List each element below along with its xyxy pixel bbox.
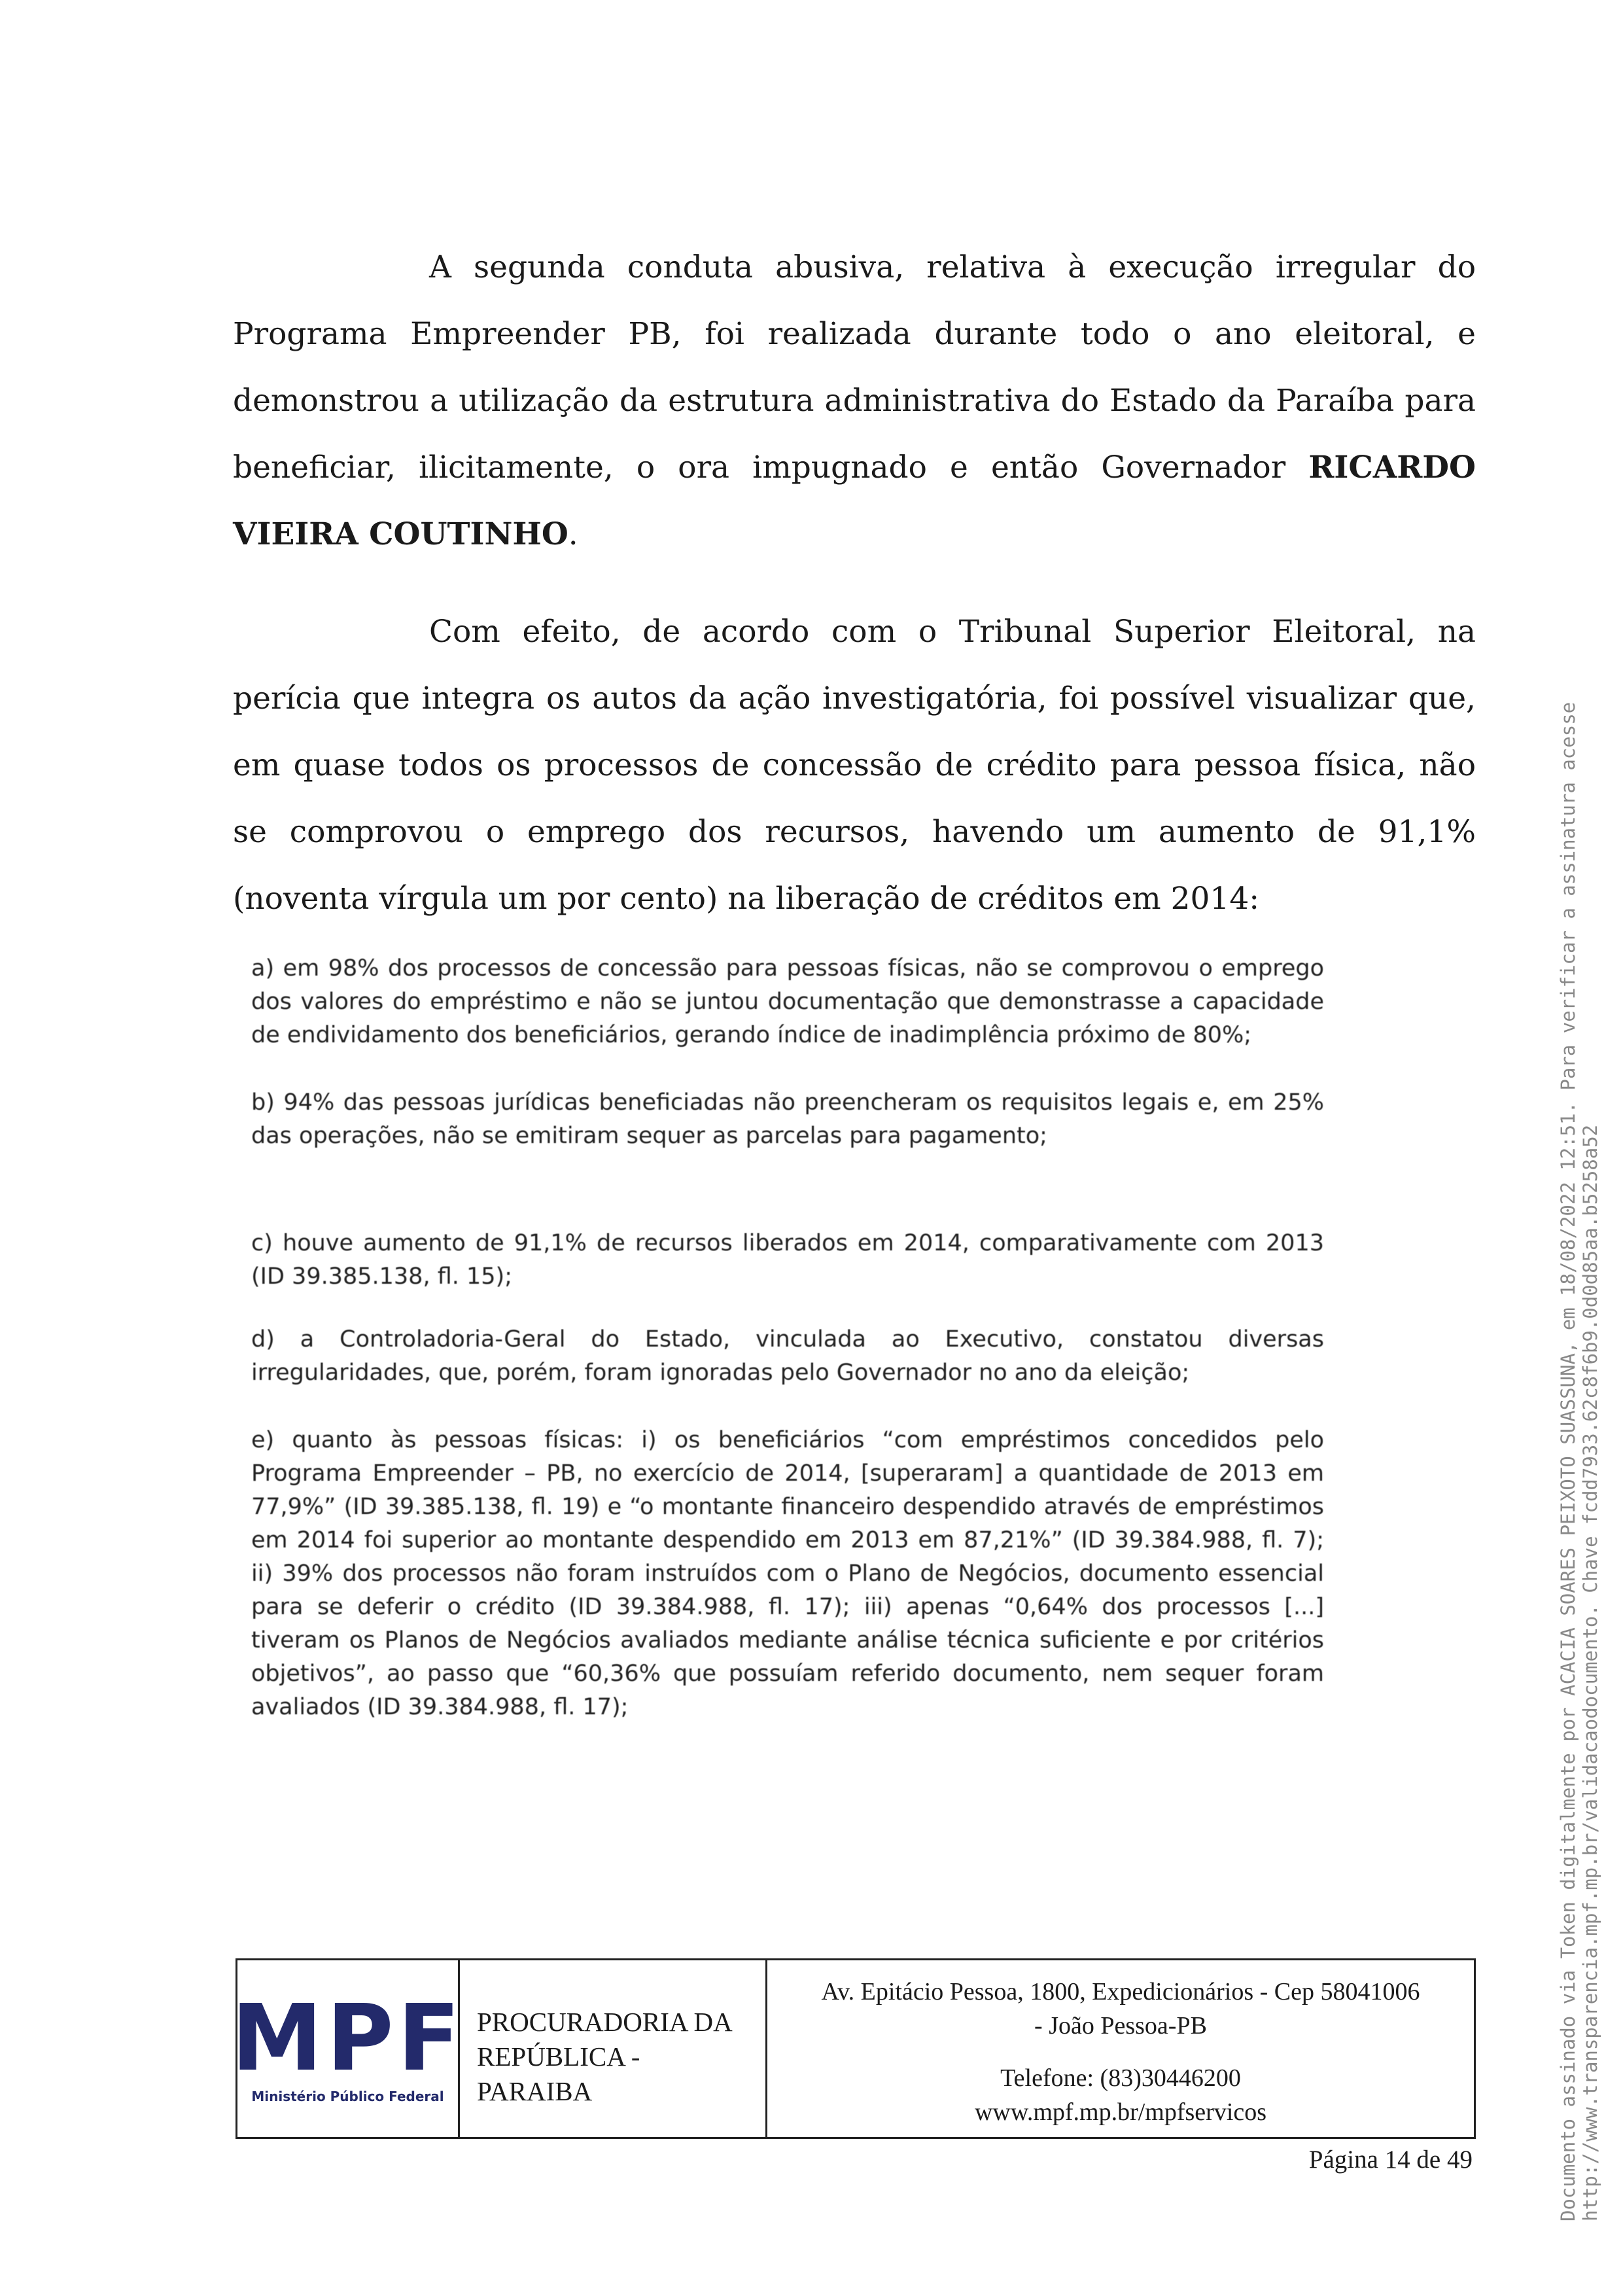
page-number: Página 14 de 49 — [1308, 2146, 1473, 2174]
signature-stamp — [1557, 702, 1601, 2221]
paragraph-1-end: . — [568, 516, 578, 552]
quote-item-c: c) houve aumento de 91,1% de recursos liberados em 2014, comparativamente com 2013 (ID 39.385.138, fl. 15); — [251, 1230, 1324, 1290]
mpf-logo-mark: MPF — [231, 1985, 464, 2092]
signature-stamp-line-1: Documento assinado via Token digitalmente por ACACIA SOARES PEIXOTO SUASSUNA, em 18/08/2022 12:51. Para verificar a assinatura acesse — [1557, 701, 1579, 2221]
quote-item-b: b) 94% das pessoas jurídicas beneficiadas não preencheram os requisitos legais e, em 25% das operações, não se emitiram sequer as parcelas para pagamento; — [251, 1089, 1324, 1149]
signature-stamp-line-2: http://www.transparencia.mpf.mp.br/validacaodocumento. Chave fcdd7933.62c8f6b9.0d0d85aa.b5258a52 — [1579, 1124, 1601, 2221]
paragraph-2-text: Com efeito, de acordo com o Tribunal Superior Eleitoral, na perícia que integra os autos da ação investigatória, foi possível visualizar que, em quase todos os processos de concessão de crédito para pessoa física, não se comprovou o emprego dos recursos, havendo um aumento de 91,1% (noventa vírgula um por cento) na liberação de créditos em 2014: — [233, 614, 1476, 917]
quote-item-a: a) em 98% dos processos de concessão para pessoas físicas, não se comprovou o emprego dos valores do empréstimo e não se juntou documentação que demonstrasse a capacidade de endividamento dos beneficiários, gerando índice de inadimplência próximo de 80%; — [251, 955, 1324, 1048]
org-line-1: PROCURADORIA DA — [477, 2007, 733, 2037]
org-line-3: PARAIBA — [477, 2076, 593, 2106]
org-line-2: REPÚBLICA - — [477, 2041, 640, 2072]
website-link[interactable]: www.mpf.mp.br/mpfservicos — [974, 2098, 1267, 2126]
paragraph-1-text: A segunda conduta abusiva, relativa à execução irregular do Programa Empreender PB, foi realizada durante todo o ano eleitoral, e demonstrou a utilização da estrutura administrativa do Estado da Paraíba para beneficiar, ilicitamente, o ora impugnado e então Governador — [233, 249, 1476, 486]
quote-item-d: d) a Controladoria-Geral do Estado, vinculada ao Executivo, constatou diversas irregularidades, que, porém, foram ignoradas pelo Governador no ano da eleição; — [251, 1326, 1324, 1386]
quote-item-e: e) quanto às pessoas físicas: i) os beneficiários “com empréstimos concedidos pelo Programa Empreender – PB, no exercício de 2014, [superaram] a quantidade de 2013 em 77,9%” (ID 39.385.138, fl. 19) e “o montante financeiro despendido através de empréstimos em 2014 foi superior ao montante despendido em 2013 em 87,21%” (ID 39.384.988, fl. 7); ii) 39% dos processos não foram instruídos com o Plano de Negócios, documento essencial para se deferir o crédito (ID 39.384.988, fl. 17); iii) apenas “0,64% dos processos [...] tiveram os Planos de Negócios avaliados mediante análise técnica suficiente e por critérios objetivos”, ao passo que “60,36% que possuíam referido documento, nem sequer foram avaliados (ID 39.384.988, fl. 17); — [251, 1427, 1324, 1720]
mpf-logo-subtitle: Ministério Público Federal — [251, 2089, 444, 2104]
paragraph-1 — [233, 234, 1476, 568]
footer-letterhead — [231, 1958, 1476, 2139]
paragraph-1-bold-name: RICARDO VIEIRA COUTINHO — [233, 450, 1476, 552]
mpf-logo — [231, 1960, 464, 2137]
address-line-2: - João Pessoa-PB — [1034, 2012, 1207, 2040]
address-line-1: Av. Epitácio Pessoa, 1800, Expedicionários - Cep 58041006 — [821, 1978, 1420, 2005]
organization-name — [460, 1960, 767, 2137]
contact-info — [767, 1960, 1474, 2137]
phone-number: Telefone: (83)30446200 — [1000, 2064, 1241, 2092]
paragraph-2 — [233, 599, 1476, 932]
